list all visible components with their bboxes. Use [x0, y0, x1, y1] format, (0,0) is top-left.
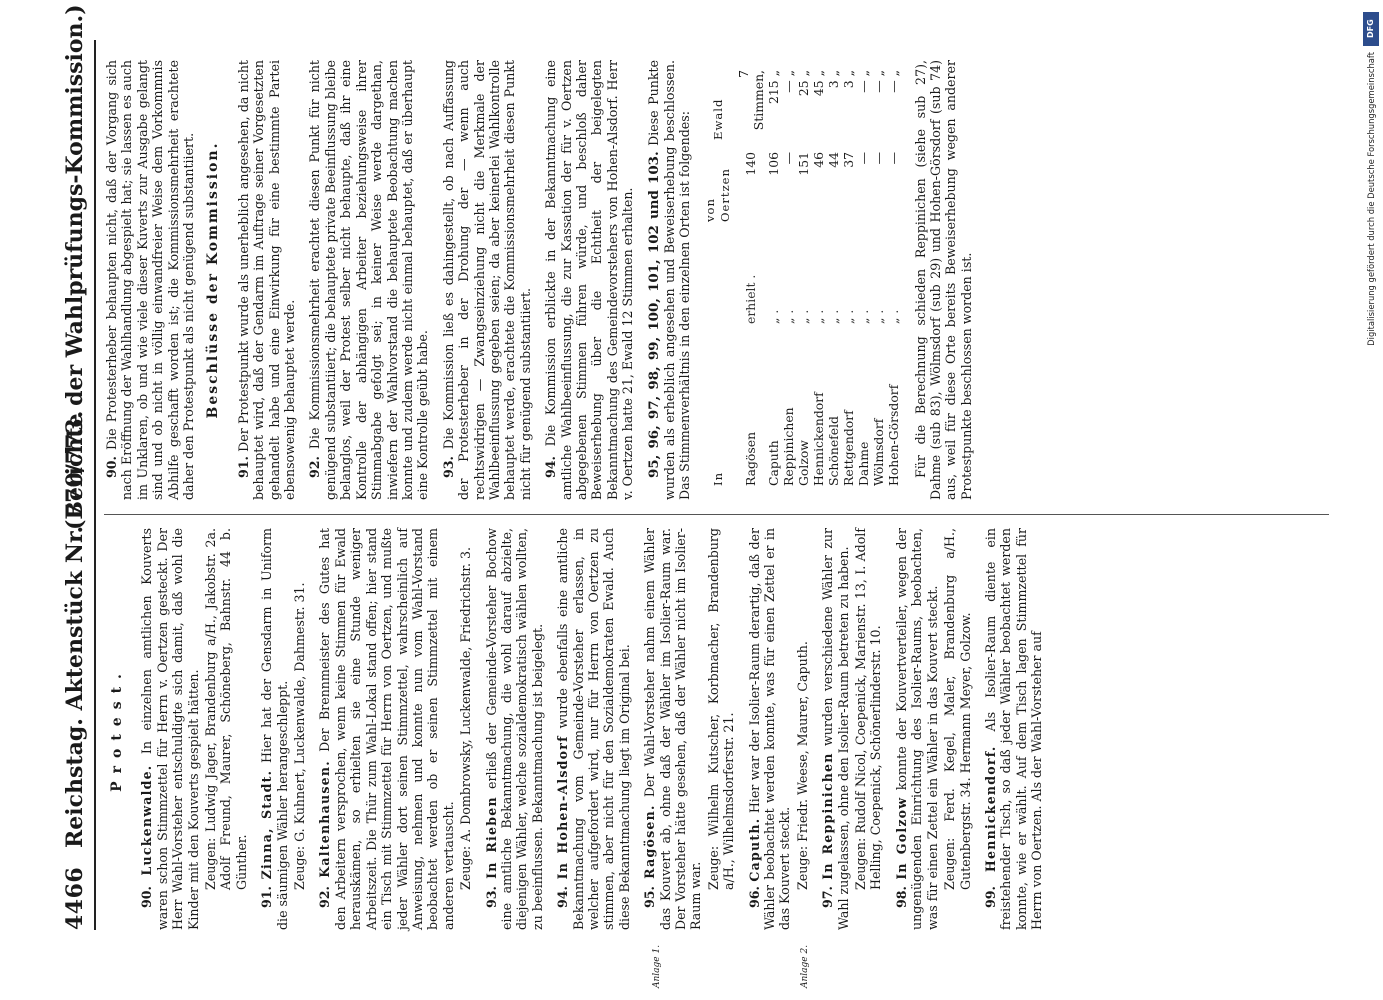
decision-item-95-103: [646, 60, 693, 500]
place-name: Wölmsdorf: [870, 418, 886, 486]
votes-candidate-a: —: [780, 152, 796, 165]
item-number: 91.: [259, 886, 275, 908]
header-candidate-a: von Oertzen: [702, 167, 733, 222]
item-number: 99.: [982, 886, 998, 908]
funding-note: Digitalisierung gefördert durch die Deutsche Forschungsgemeinschaft: [1366, 52, 1376, 346]
votes-candidate-b: — „: [870, 70, 886, 93]
item-text: Hier hat der Gensdarm in Uniform die säumigen Wähler herangeschleppt.: [259, 528, 290, 930]
item-text: Die Kommission erblickte in der Bekanntmachung eine amtliche Wahlbeeinflussung, die zur Kassation der für v. Oertzen abgegebenen Stimmen führen würde, und beschloß daher Beweiserhebung über die Echtheit der beigelegten Bekanntmachung des Gemeindevorstehers von Hohen-Alsdorf. Herr v. Oertzen hatte 21, Ewald 12 Stimmen erhalten.: [543, 60, 636, 500]
votes-candidate-b: 45 „: [810, 70, 826, 97]
item-text: Der Protestpunkt wurde als unerheblich angesehen, da nicht behauptet wird, daß der Gendarm im Auftrage seiner Vorgesetzten gehandelt habe und eine Einwirkung für eine bestimmte Partei ebensowenig behauptet werde.: [235, 60, 298, 500]
dfg-logo: DFG: [1363, 12, 1379, 46]
item-number: 92.: [317, 886, 333, 908]
margin-note-anlage-2: Anlage 2.: [800, 944, 810, 988]
document-page: [40, 4, 1340, 988]
item-number: 97.: [820, 886, 836, 908]
row-verb: „ .: [885, 309, 901, 324]
witness-90: Zeugen: Ludwig Jager, Brandenburg a/H., Jakobstr. 2a. Adolf Freund, Maurer, Schöneberg, Bahnstr. 44 b. Günther.: [203, 528, 249, 890]
decision-item-93: [441, 60, 533, 500]
vote-table-row: [871, 64, 886, 492]
decision-closing: Für die Berechnung schieden Reppinichen (siehe sub 27), Dahme (sub 83), Wölmsdorf (sub 29) und Hohen-Görsdorf (sub 74) aus, weil für diese Orte bereits Beweiserhebung wegen anderer Protestpunkte beschlossen worden ist.: [912, 60, 974, 500]
item-place: Luckenwalde.: [139, 764, 155, 876]
votes-candidate-a: —: [885, 152, 901, 165]
row-verb: „ .: [870, 309, 886, 324]
decision-item-92: [307, 60, 430, 500]
vote-table-row: [886, 64, 901, 492]
place-name: Ragösen: [743, 431, 759, 486]
item-number: 93.: [440, 456, 456, 478]
item-number: 90.: [104, 456, 119, 478]
row-verb: „ .: [855, 309, 871, 324]
protest-item-94: [555, 528, 632, 930]
votes-candidate-a: 106: [765, 152, 781, 176]
vote-table-row: [736, 64, 766, 492]
decision-item-91: [236, 60, 298, 500]
vote-table-row: [841, 64, 856, 492]
votes-candidate-b: — „: [885, 70, 901, 93]
row-verb: „ .: [780, 309, 796, 324]
item-number: 96.: [746, 886, 762, 908]
place-name: Hohen-Görsdorf: [885, 384, 901, 486]
item-text: Der Brennmeister des Gutes hat den Arbeitern versprochen, wenn keine Stimmen für Ewald herauskämen, so erhielten sie eine Stunde weniger Arbeitszeit. Die Thür zum Wahl-Lokal stand offen; hier stand ein Tisch mit Stimmzettel für Herrn von Oertzen, und mußte jeder Wähler dort seinen Stimmzettel, wahrscheinlich auf Anweisung, nehmen und konnte nun vom Wahl-Vorstand beobachtet werden ob er seinen Stimmzettel mit einem anderen vertauscht.: [317, 528, 456, 930]
header-candidate-b: Ewald: [710, 98, 725, 140]
votes-candidate-a: 44: [825, 152, 841, 168]
page-number: 4466: [62, 866, 88, 930]
witness-91: Zeuge: G. Kuhnert, Luckenwalde, Dahmestr. 31.: [292, 582, 308, 890]
protest-item-92: [317, 528, 456, 930]
vote-table-row: [766, 64, 781, 492]
item-place: In Reppinichen: [820, 752, 836, 880]
row-verb: erhielt .: [743, 274, 759, 324]
place-name: Dahme: [855, 441, 871, 486]
item-place: Kaltenhausen.: [317, 760, 333, 878]
decision-item-90: [104, 60, 196, 500]
witness-92: Zeuge: A. Dombrowsky, Luckenwalde, Friedrichstr. 3.: [458, 546, 474, 890]
item-text: In einzelnen amtlichen Kouverts waren schon Stimmzettel für Herrn v. Oertzen gesteckt. Der Herr Wahl-Vorsteher entschuldigte sich damit, daß wohl die Kinder mit den Kouverts gespielt hätten.: [139, 528, 201, 930]
protest-item-97: [820, 528, 851, 930]
votes-candidate-b: — „: [855, 70, 871, 93]
votes-candidate-a: —: [855, 152, 871, 165]
item-text: Der Wahl-Vorsteher nahm einem Wähler das Kouvert ab, ohne daß der Wähler im Isolier-Raum war. Der Vorsteher hätte gesehen, daß der Wähler nicht im Isolier-Raum war.: [642, 528, 704, 930]
place-name: Rettgendorf: [840, 410, 856, 486]
protest-item-98: [894, 528, 940, 930]
protest-item-93: [484, 528, 546, 930]
item-text: erließ der Gemeinde-Vorsteher Bochow eine amtliche Bekanntmachung, die wohl darauf abzielte, diejenigen Wähler, welche sozialdemokratisch wählen wollten, zu beeinflussen. Bekanntmachung ist beigelegt.: [483, 528, 545, 930]
funding-strip: [1357, 0, 1383, 1000]
item-number: 93.: [483, 886, 499, 908]
item-number: 95.: [642, 886, 658, 908]
page-subtitle: (Berichte der Wahlprüfungs-Kommission.): [62, 4, 88, 530]
vote-table-row: [811, 64, 826, 492]
item-text: Die Kommission ließ es dahingestellt, ob nach Auffassung der Protesterheber in der Drohung der — wenn auch rechtswidrigen — Zwangseinziehung nicht die Merkmale der Wahlbeeinflussung gegeben seien; da aber keinerlei Wahlkontrolle behauptet werde, erachtete die Kommissionsmehrheit diesen Punkt nicht für genügend substantiiert.: [440, 60, 533, 500]
item-text: konnte der Kouvertverteiler, wegen der ungenügenden Einrichtung des Isolier-Raums, beobachten, was für einen Zettel ein Wähler in das Kouvert steckt.: [893, 528, 940, 930]
decisions-column: [104, 60, 984, 500]
table-intro: In: [710, 471, 725, 486]
item-number: 94.: [555, 886, 571, 908]
item-place: Caputh.: [746, 817, 762, 882]
vote-table-row: [781, 64, 796, 492]
decision-item-94: [543, 60, 635, 500]
protest-heading: Protest.: [109, 666, 125, 792]
protest-column: [104, 528, 1055, 930]
item-text: Diese Punkte wurden als erheblich angesehen und Beweiserhebung beschlossen. Das Stimmenverhältnis in den einzelnen Orten ist folgendes:: [645, 60, 693, 500]
votes-candidate-a: 151: [795, 152, 811, 176]
item-place: Hennickendorf.: [982, 745, 998, 873]
votes-candidate-b: 25 „: [795, 70, 811, 97]
item-number: 92.: [307, 456, 323, 478]
item-text: wurde ebenfalls eine amtliche Bekanntmachung vom Gemeinde-Vorsteher erlassen, in welcher aufgefordert wird, nur für Herrn von Oertzen zu stimmen, aber nicht für den Sozialdemokraten Ewald. Auch diese Bekanntmachung liegt im Original bei.: [555, 528, 632, 930]
votes-candidate-b: 3 „: [840, 70, 856, 89]
protest-item-91: [259, 528, 290, 930]
place-name: Schönefeld: [825, 416, 841, 486]
votes-candidate-a: 46: [810, 152, 826, 168]
item-place: In Golzow: [893, 796, 909, 880]
vote-table: [703, 64, 901, 492]
votes-candidate-b: 215 „: [765, 70, 781, 105]
item-place: Ragösen.: [642, 804, 658, 879]
row-verb: „ .: [825, 309, 841, 324]
row-verb: „ .: [795, 309, 811, 324]
item-number: 90.: [139, 886, 155, 908]
item-text: Hier war der Isolier-Raum derartig, daß der Wähler beobachtet werden konnte, was für einen Zettel er in das Kouvert steckt.: [746, 528, 793, 930]
item-number: 91.: [235, 456, 251, 478]
place-name: Caputh: [765, 440, 781, 486]
item-place: In Hohen-Alsdorf: [555, 735, 571, 880]
place-name: Hennickendorf: [810, 392, 826, 486]
witness-95: Zeuge: Wilhelm Kutscher, Korbmacher, Brandenburg a/H., Wilhelmsdorferstr. 21.: [705, 528, 737, 890]
item-place: In Rieben: [483, 796, 499, 879]
page-header: [60, 4, 96, 930]
row-verb: „ .: [840, 309, 856, 324]
place-name: Golzow: [795, 440, 811, 486]
vote-table-body: [736, 64, 901, 492]
witness-96: Zeuge: Friedr. Weese, Maurer, Caputh.: [794, 641, 810, 890]
vote-table-row: [856, 64, 871, 492]
votes-candidate-a: 37: [840, 152, 856, 168]
row-verb: „ .: [765, 309, 781, 324]
vote-table-row: [796, 64, 811, 492]
page-title: Reichstag. Aktenstück Nr. 770/773.: [62, 410, 88, 848]
vote-table-row: [826, 64, 841, 492]
item-place: Zinna, Stadt.: [259, 769, 275, 880]
protest-item-90: [139, 528, 201, 930]
table-spacer: [703, 228, 736, 330]
votes-candidate-b: — „: [780, 70, 796, 93]
protest-item-95: [642, 528, 704, 930]
item-text: Die Kommissionsmehrheit erachtet diesen Punkt für nicht genügend substantiiert; die behauptete private Beeinflussung bleibe belanglos, weil der Protest selber nicht behaupte, daß ihr eine Kontrolle der abhängigen Arbeiter beziehungsweise ihrer Stimmabgabe gefolgt sei; in keiner Weise werde dargethan, inwiefern der Wahlvorstand die behauptete Beobachtung machen konnte und zudem werde nicht einmal behauptet, daß er überhaupt eine Kontrolle geübt habe.: [307, 60, 431, 500]
votes-candidate-a: 140: [743, 152, 759, 176]
item-text: Die Protesterheber behaupten nicht, daß der Vorgang sich nach Eröffnung der Wahlhandlung abgespielt hat; sie lassen es auch im Unklaren, ob und wie viele dieser Kuverts zur Ausgabe gelangt sind und ob nicht in völlig einwandfreier Weise dem Vorkommnis Abhilfe geschafft worden ist; die Kommissionsmehrheit erachtete daher den Protestpunkt als nicht genügend substantiiert.: [104, 60, 197, 500]
protest-item-96: [747, 528, 793, 930]
item-number: 98.: [893, 886, 909, 908]
votes-candidate-b: 7 Stimmen,: [735, 70, 766, 131]
votes-candidate-a: —: [870, 152, 886, 165]
witness-98: Zeugen: Ferd. Kegel, Maler, Brandenburg a/H., Gutenbergstr. 34. Hermann Meyer, Golzow.: [942, 528, 973, 890]
witness-97: Zeugen: Rudolf Nicol, Coepenick, Marienstr. 13, I. Adolf Helling, Coepenick, Schönerlinderstr. 10.: [853, 528, 884, 890]
vote-table-header: [703, 64, 736, 492]
column-divider: [104, 514, 1329, 515]
item-text: Als Isolier-Raum diente ein freistehender Tisch, so daß jeder Wähler beobachtet werden konnte, wie er wählt. Auf dem Tisch lagen Stimmzettel für Herrn von Oertzen. Als der Wahl-Vorsteher auf: [982, 528, 1045, 930]
votes-candidate-b: 3 „: [825, 70, 841, 89]
item-numbers: 95, 96, 97, 98, 99, 100, 101, 102 und 103.: [645, 151, 662, 478]
row-verb: „ .: [810, 309, 826, 324]
item-text: wurden verschiedene Wähler zur Wahl zugelassen, ohne den Isolier-Raum betreten zu haben.: [820, 528, 851, 930]
protest-item-99: [983, 528, 1045, 930]
decisions-heading: Beschlüsse der Kommission.: [205, 141, 222, 419]
margin-note-anlage-1: Anlage 1.: [652, 944, 662, 988]
item-number: 94.: [543, 456, 559, 478]
place-name: Reppinichen: [780, 407, 796, 486]
